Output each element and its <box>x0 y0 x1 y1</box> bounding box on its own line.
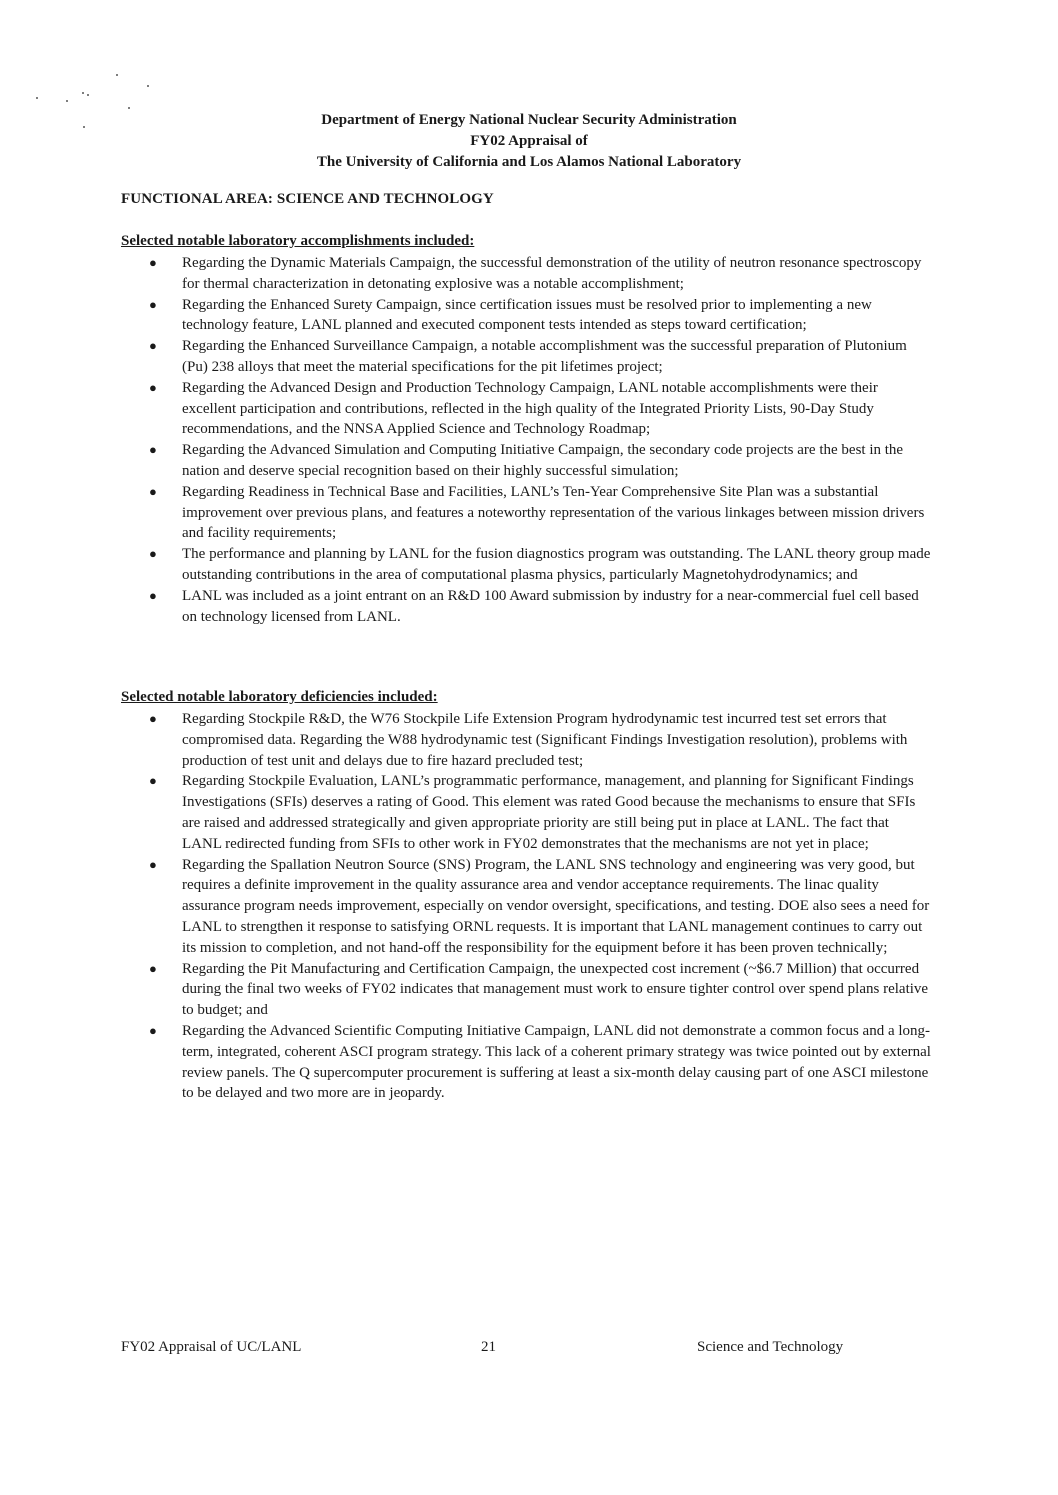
header-line-3: The University of California and Los Alamos National Laboratory <box>316 154 742 170</box>
bullet-icon: ● <box>149 1022 157 1038</box>
deficiencies-list <box>121 709 931 1104</box>
bullet-icon: ● <box>149 255 157 270</box>
header-line-1: Department of Energy National Nuclear Security Administration <box>321 112 737 128</box>
list-item: ● Regarding the Advanced Simulation and Computing Initiative Campaign, the secondary code projects are the best in the nation and deserve special recognition based on their highly successful simulation; <box>149 442 904 479</box>
bullet-icon: ● <box>149 338 157 354</box>
accomplishments-list <box>121 253 931 627</box>
list-item: ● The performance and planning by LANL for the fusion diagnostics program was outstanding. The LANL theory group made outstanding contributions in the area of computational plasma physics, particularly Magnetohydrodynamics; and <box>149 546 931 583</box>
list-item: ● Regarding the Enhanced Surety Campaign, since certification issues must be resolved prior to implementing a new technology feature, LANL planned and executed component tests intended as steps toward certification; <box>149 296 872 334</box>
bullet-icon: ● <box>149 960 157 976</box>
bullet-icon: ● <box>149 442 157 458</box>
bullet-icon: ● <box>149 856 157 872</box>
list-item: ● Regarding the Advanced Scientific Computing Initiative Campaign, LANL did not demonstrate a common focus and a long-term, integrated, coherent ASCI program strategy. This lack of a coherent primary strategy was twice pointed out by external review panels. The Q supercomputer procurement is suffering at least a six-month delay causing part of one ASCI milestone to be delayed and two more are in jeopardy. <box>149 1022 931 1102</box>
list-item: ● Regarding the Dynamic Materials Campaign, the successful demonstration of the utility of neutron resonance spectroscopy for thermal characterization in detonating explosive was a notable accomplishment; <box>149 255 922 292</box>
list-item: ● Regarding Readiness in Technical Base and Facilities, LANL’s Ten-Year Comprehensive Site Plan was a substantial improvement over previous plans, and features a noteworthy representation of the various linkages between mission drivers and facility requirements; <box>149 483 925 542</box>
bullet-icon: ● <box>149 546 157 562</box>
list-item: ● Regarding Stockpile Evaluation, LANL’s programmatic performance, management, and planning for Significant Findings Investigations (SFIs) deserves a rating of Good. This element was rated Good because the mechanisms to ensure that SFIs are raised and addressed strategically and given appropriate priority are still being put in place at LANL. The fact that LANL redirected funding from SFIs to other work in FY02 demonstrates that the mechanisms are not yet in place; <box>149 773 916 852</box>
list-item: ● LANL was included as a joint entrant on an R&D 100 Award submission by industry for a near-commercial fuel cell based on technology licensed from LANL. <box>149 587 919 625</box>
footer-left: FY02 Appraisal of UC/LANL <box>121 1339 302 1355</box>
bullet-icon: ● <box>149 587 157 603</box>
bullet-icon: ● <box>149 773 157 789</box>
list-item: ● Regarding the Enhanced Surveillance Campaign, a notable accomplishment was the successful preparation of Plutonium (Pu) 238 alloys that meet the material specifications for the pit lifetimes project; <box>149 338 907 375</box>
bullet-icon: ● <box>149 483 157 499</box>
bullet-icon: ● <box>149 379 157 395</box>
list-item: ● Regarding Stockpile R&D, the W76 Stockpile Life Extension Program hydrodynamic test incurred test set errors that compromised data. Regarding the W88 hydrodynamic test (Significant Findings Investigation resolution), problems with production of test unit and delays due to fire hazard precluded test; <box>149 711 908 769</box>
bullet-icon: ● <box>149 711 157 726</box>
page-number: 21 <box>481 1339 496 1355</box>
list-item: ● Regarding the Spallation Neutron Source (SNS) Program, the LANL SNS technology and engineering was very good, but requires a definite improvement in the quality assurance area and vendor acceptance requirements. The linac quality assurance program needs improvement, especially on vendor oversight, specifications, and testing. DOE also sees a need for LANL to strengthen it response to satisfying ORNL requests. It is important that LANL management continues to carry out its mission to completion, and not hand-off the responsibility for the equipment before it has been proven technically; <box>149 856 930 956</box>
deficiencies-heading: Selected notable laboratory deficiencies included: <box>121 689 438 705</box>
functional-area-title: FUNCTIONAL AREA: SCIENCE AND TECHNOLOGY <box>121 191 494 207</box>
document-header <box>0 110 1058 173</box>
accomplishments-heading: Selected notable laboratory accomplishments included: <box>121 233 475 249</box>
header-line-2: FY02 Appraisal of <box>470 133 588 149</box>
bullet-icon: ● <box>149 296 157 312</box>
list-item: ● Regarding the Pit Manufacturing and Certification Campaign, the unexpected cost increment (~$6.7 Million) that occurred during the final two weeks of FY02 indicates that management must work to ensure tighter control over spend plans relative to budget; and <box>149 960 929 1019</box>
list-item: ● Regarding the Advanced Design and Production Technology Campaign, LANL notable accomplishments were their excellent participation and contributions, reflected in the high quality of the Integrated Priority Lists, 90-Day Study recommendations, and the NNSA Applied Science and Technology Roadmap; <box>149 379 878 438</box>
footer-right: Science and Technology <box>697 1339 844 1355</box>
